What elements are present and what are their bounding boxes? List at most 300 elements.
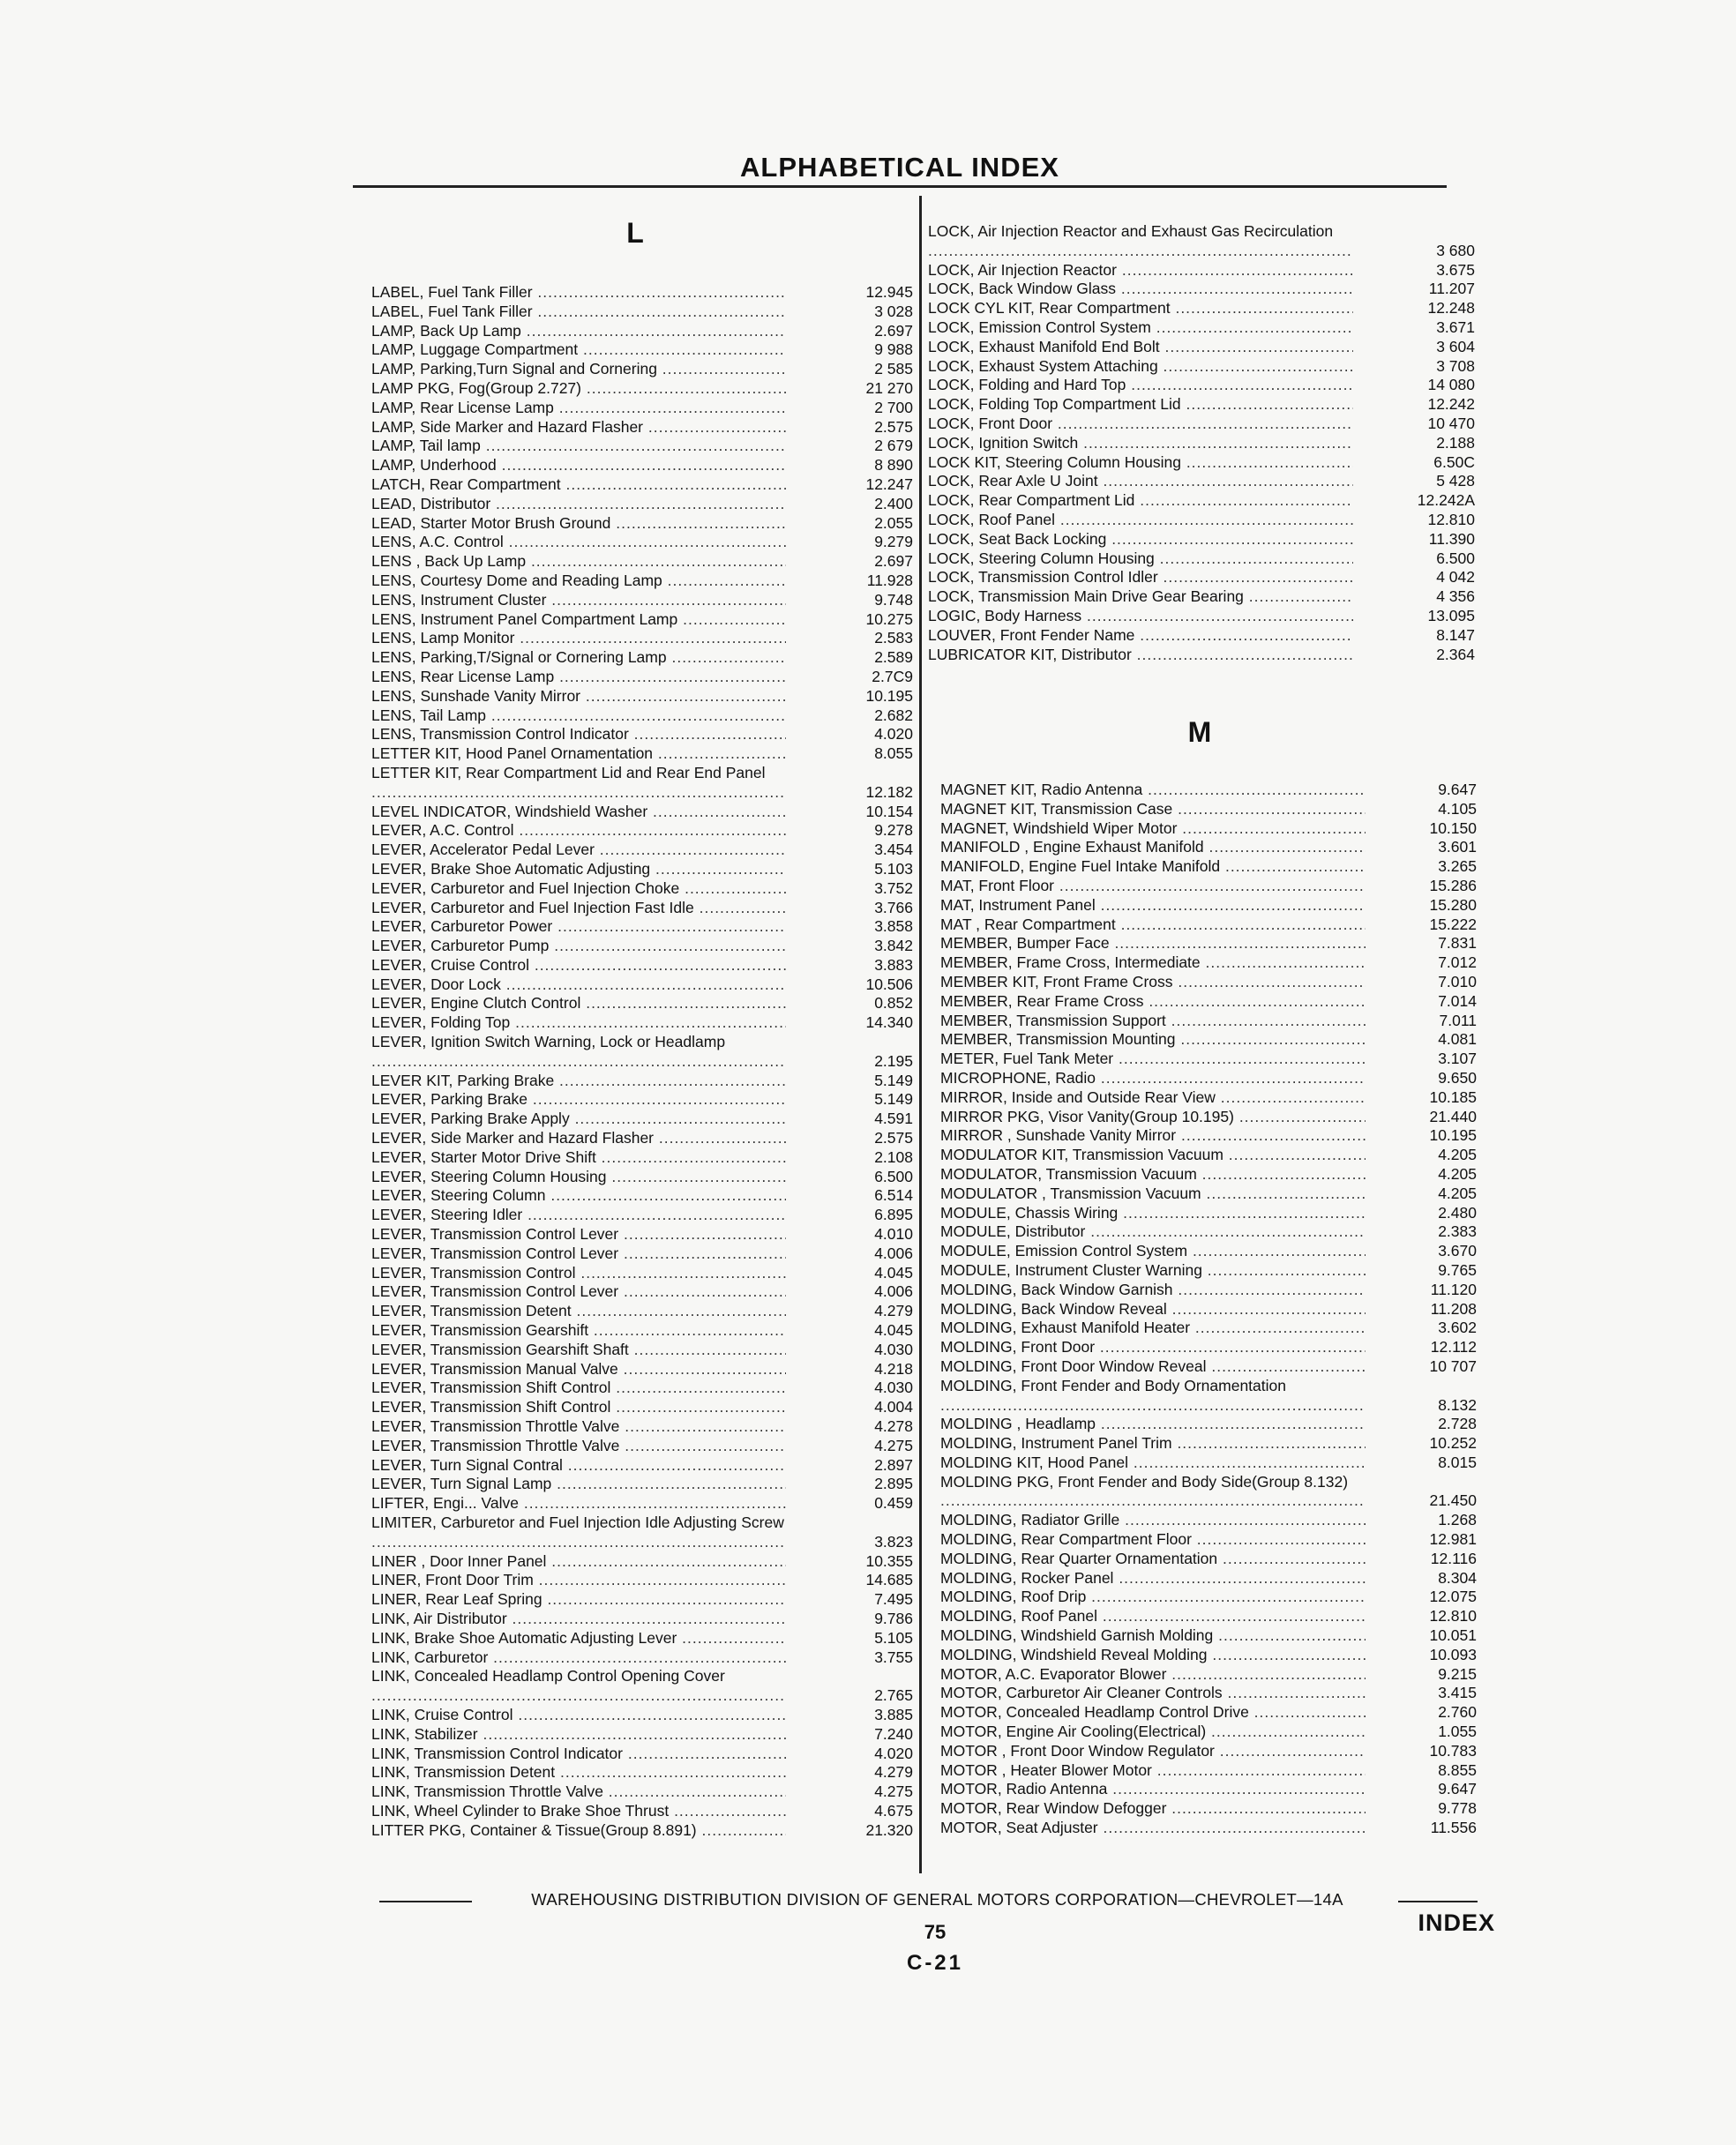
index-entry-description: LINK, Stabilizer ..... [371, 1725, 786, 1745]
index-entry-description: LENS, A.C. Control ..... [371, 533, 786, 552]
index-entry-description: LEVER KIT, Parking Brake ..... [371, 1072, 786, 1091]
index-entry [371, 283, 913, 303]
index-entry-description: LEVER, Brake Shoe Automatic Adjusting ..... [371, 860, 786, 879]
index-entry-description: LINK, Concealed Headlamp Control Opening Cover ..... [371, 1667, 786, 1706]
index-entry-group-number: 3.883 [869, 956, 913, 975]
index-entry-description: LETTER KIT, Hood Panel Ornamentation ..... [371, 744, 786, 764]
index-entry [371, 1590, 913, 1610]
index-entry [940, 1185, 1477, 1204]
index-entry-group-number: 6.50C [1428, 453, 1475, 473]
index-entry-description: LETTER KIT, Rear Compartment Lid and Rear End Panel ..... [371, 764, 786, 803]
index-entry-group-number: 3.107 [1433, 1050, 1477, 1069]
index-entry-group-number: 4.675 [869, 1802, 913, 1821]
index-entry-group-number: 2.583 [869, 629, 913, 648]
index-entry [371, 706, 913, 726]
index-entry-description: LAMP, Side Marker and Hazard Flasher ..... [371, 418, 786, 437]
index-entry [371, 610, 913, 630]
index-entry-group-number: 11.928 [862, 572, 913, 591]
index-entry [940, 877, 1477, 896]
index-entry-description: LAMP, Back Up Lamp ..... [371, 322, 786, 341]
index-entry-description: LENS, Rear License Lamp ..... [371, 668, 786, 687]
index-entry [940, 1607, 1477, 1626]
index-entry [928, 357, 1475, 377]
index-entry-group-number: 3 680 [1431, 242, 1475, 261]
index-entry-group-number: 13.095 [1422, 607, 1475, 626]
index-entry [940, 916, 1477, 935]
index-entry-group-number: 9.647 [1433, 781, 1477, 800]
index-entry-description: MODULE, Emission Control System ..... [940, 1242, 1366, 1261]
index-entry-description: LOCK CYL KIT, Rear Compartment ..... [928, 299, 1353, 318]
index-entry-group-number: 2.682 [869, 706, 913, 726]
index-entry-group-number: 7.011 [1434, 1012, 1478, 1031]
index-entry-description: LEVER, A.C. Control ..... [371, 821, 786, 841]
index-entry-group-number: 4.275 [869, 1437, 913, 1456]
index-entry [940, 1088, 1477, 1108]
index-entry-group-number: 12.248 [1422, 299, 1475, 318]
index-entry-description: LEVER, Engine Clutch Control ..... [371, 994, 786, 1013]
index-entry-description: LEVER, Folding Top ..... [371, 1013, 786, 1033]
index-entry-description: LEVER, Steering Idler ..... [371, 1206, 786, 1225]
index-entry-group-number: 2.765 [869, 1686, 913, 1706]
index-entry [371, 340, 913, 360]
index-entry-description: LEVER, Cruise Control ..... [371, 956, 786, 975]
index-entry-description: LOCK, Front Door ..... [928, 415, 1353, 434]
index-entry-group-number: 2.760 [1433, 1703, 1477, 1723]
index-entry-description: MAT , Rear Compartment ..... [940, 916, 1366, 935]
index-entry-description: LOCK, Transmission Main Drive Gear Bearing ..... [928, 587, 1353, 607]
index-entry-description: LOCK, Air Injection Reactor and Exhaust Gas Recirculation ..... [928, 222, 1353, 261]
index-entry-description: LENS , Back Up Lamp ..... [371, 552, 786, 572]
index-entry-group-number: 4.279 [869, 1302, 913, 1321]
index-entry [371, 1437, 913, 1456]
index-entry-group-number: 3.752 [869, 879, 913, 899]
index-entry [371, 1206, 913, 1225]
index-entry-description: MOLDING, Front Door ..... [940, 1338, 1366, 1357]
index-entry [940, 1434, 1477, 1454]
index-entry-group-number: 2.400 [869, 495, 913, 514]
index-entry-description: LINER, Front Door Trim ..... [371, 1571, 786, 1590]
index-entry [371, 803, 913, 822]
index-entry [928, 549, 1475, 569]
index-entry [940, 934, 1477, 953]
index-entry-group-number: 2.589 [869, 648, 913, 668]
index-entry-description: LEVER, Transmission Gearshift ..... [371, 1321, 786, 1341]
index-entry-group-number: 7.831 [1433, 934, 1477, 953]
index-entry-group-number: 5 428 [1431, 472, 1475, 491]
index-entry-group-number: 9.279 [869, 533, 913, 552]
index-entry-group-number: 5.149 [869, 1090, 913, 1110]
index-entry-description: LOCK, Roof Panel ..... [928, 511, 1353, 530]
index-entry-description: METER, Fuel Tank Meter ..... [940, 1050, 1366, 1069]
index-entry-group-number: 2.728 [1433, 1415, 1477, 1434]
index-entry-description: MEMBER, Bumper Face ..... [940, 934, 1366, 953]
index-entry [940, 1300, 1477, 1319]
index-entry [940, 1126, 1477, 1146]
index-entry-group-number: 3 708 [1431, 357, 1475, 377]
index-entry-group-number: 2.895 [869, 1475, 913, 1494]
index-entry-description: LOCK, Emission Control System ..... [928, 318, 1353, 338]
index-entry-description: LINK, Wheel Cylinder to Brake Shoe Thrust ..... [371, 1802, 786, 1821]
index-entry [940, 1473, 1477, 1512]
index-entry-group-number: 12.247 [860, 475, 913, 495]
index-entry-description: MOTOR, Engine Air Cooling(Electrical) ..... [940, 1723, 1366, 1742]
index-entry-description: MOLDING, Exhaust Manifold Heater ..... [940, 1319, 1366, 1338]
index-entry [940, 1550, 1477, 1569]
index-entry-description: LUBRICATOR KIT, Distributor ..... [928, 646, 1353, 665]
index-entry-description: MIRROR PKG, Visor Vanity(Group 10.195) ..... [940, 1108, 1366, 1127]
index-entry-group-number: 7.495 [869, 1590, 913, 1610]
index-entry [371, 456, 913, 475]
index-entry-group-number: 9.786 [869, 1610, 913, 1629]
index-entry-description: LINK, Transmission Detent ..... [371, 1763, 786, 1783]
index-entry-description: LENS, Sunshade Vanity Mirror ..... [371, 687, 786, 706]
index-entry-description: MEMBER, Rear Frame Cross ..... [940, 992, 1366, 1012]
index-entry-description: LEVER, Transmission Control Lever ..... [371, 1225, 786, 1244]
index-entry-description: MOLDING, Instrument Panel Trim ..... [940, 1434, 1366, 1454]
index-entry [371, 1552, 913, 1572]
index-entry-description: MODULATOR KIT, Transmission Vacuum ..... [940, 1146, 1366, 1165]
index-entry-description: LOCK, Back Window Glass ..... [928, 280, 1353, 299]
index-entry [371, 1033, 913, 1072]
index-entry [940, 1723, 1477, 1742]
index-entry-description: LOCK, Transmission Control Idler ..... [928, 568, 1353, 587]
index-entry [940, 1261, 1477, 1281]
index-entry-description: MOLDING, Windshield Reveal Molding ..... [940, 1646, 1366, 1665]
index-entry-description: LAMP, Tail lamp ..... [371, 437, 786, 456]
index-entry-description: LINK, Carburetor ..... [371, 1648, 786, 1668]
index-entry-group-number: 12.981 [1424, 1530, 1477, 1550]
index-entry [371, 821, 913, 841]
index-entry-description: LENS, Courtesy Dome and Reading Lamp ..... [371, 572, 786, 591]
index-entry-description: MOTOR , Heater Blower Motor ..... [940, 1761, 1366, 1781]
index-entry [928, 587, 1475, 607]
index-entry [940, 1030, 1477, 1050]
index-entry-group-number: 15.280 [1424, 896, 1477, 916]
index-entry-description: LENS, Instrument Panel Compartment Lamp ..... [371, 610, 786, 630]
index-entry-description: LENS, Parking,T/Signal or Cornering Lamp ..... [371, 648, 786, 668]
index-entry [940, 1069, 1477, 1088]
index-entry [371, 1802, 913, 1821]
index-entry-group-number: 12.810 [1422, 511, 1475, 530]
index-entry-group-number: 9.748 [869, 591, 913, 610]
index-entry-group-number: 8.855 [1433, 1761, 1477, 1781]
index-entry-group-number: 7.010 [1433, 973, 1477, 992]
index-entry-group-number: 3.766 [869, 899, 913, 918]
index-entry-group-number: 4.045 [869, 1264, 913, 1283]
index-entry [371, 303, 913, 322]
index-entry-group-number: 14 080 [1422, 376, 1475, 395]
index-entry [940, 1819, 1477, 1838]
index-entry-group-number: 3.755 [869, 1648, 913, 1668]
index-entry [940, 1569, 1477, 1588]
index-entry-group-number: 4 356 [1431, 587, 1475, 607]
index-entry-group-number: 2.055 [869, 514, 913, 534]
index-entry-description: LAMP, Parking,Turn Signal and Cornering ..... [371, 360, 786, 379]
index-entry [928, 299, 1475, 318]
index-entry-description: LATCH, Rear Compartment ..... [371, 475, 786, 495]
index-entry-description: LOCK, Rear Axle U Joint ..... [928, 472, 1353, 491]
index-entry-description: MOTOR, Rear Window Defogger ..... [940, 1799, 1366, 1819]
index-entry [371, 437, 913, 456]
index-entry [928, 607, 1475, 626]
index-entry [371, 744, 913, 764]
index-entry-group-number: 4.030 [869, 1379, 913, 1398]
index-entry [371, 1302, 913, 1321]
index-entry-group-number: 12.242A [1412, 491, 1475, 511]
index-entry-description: MANIFOLD, Engine Fuel Intake Manifold ..... [940, 857, 1366, 877]
index-entry-description: LEVER, Starter Motor Drive Shift ..... [371, 1148, 786, 1168]
index-entry-group-number: 4.010 [869, 1225, 913, 1244]
index-entry-description: MICROPHONE, Radio ..... [940, 1069, 1366, 1088]
index-entry-description: LEAD, Starter Motor Brush Ground ..... [371, 514, 786, 534]
index-entry-description: MEMBER, Transmission Support ..... [940, 1012, 1366, 1031]
index-entry [940, 1204, 1477, 1223]
index-entry-group-number: 9 988 [869, 340, 913, 360]
index-entry-group-number: 2.897 [869, 1456, 913, 1476]
index-entry-group-number: 2.480 [1433, 1204, 1477, 1223]
index-entry [371, 1725, 913, 1745]
index-entry-description: LINK, Cruise Control ..... [371, 1706, 786, 1725]
index-entry-description: LEVER, Carburetor and Fuel Injection Fast Idle ..... [371, 899, 786, 918]
index-entry [371, 1610, 913, 1629]
index-entry-description: MEMBER KIT, Front Frame Cross ..... [940, 973, 1366, 992]
index-entry-group-number: 3.670 [1433, 1242, 1477, 1261]
index-entry-group-number: 8.055 [869, 744, 913, 764]
index-entry-description: LEVER, Steering Column Housing ..... [371, 1168, 786, 1187]
index-entry [371, 937, 913, 956]
index-entry-group-number: 10.093 [1424, 1646, 1477, 1665]
index-entry-group-number: 1.268 [1433, 1511, 1477, 1530]
index-entry-description: LEVER, Transmission Control ..... [371, 1264, 786, 1283]
index-entry [371, 994, 913, 1013]
index-entry-group-number: 2.697 [869, 552, 913, 572]
index-entry-description: LAMP, Rear License Lamp ..... [371, 399, 786, 418]
index-entry-group-number: 4.278 [869, 1417, 913, 1437]
index-entry-group-number: 21.450 [1424, 1491, 1477, 1511]
index-entry-description: MOLDING, Windshield Garnish Molding ..... [940, 1626, 1366, 1646]
index-entry-group-number: 12.116 [1425, 1550, 1477, 1569]
index-entry [940, 1626, 1477, 1646]
index-entry [940, 1108, 1477, 1127]
index-entry-group-number: 5.149 [869, 1072, 913, 1091]
index-entry [371, 1706, 913, 1725]
index-entry-group-number: 2.108 [869, 1148, 913, 1168]
index-entry [371, 725, 913, 744]
index-entry-description: MODULE, Distributor ..... [940, 1222, 1366, 1242]
index-entry-group-number: 10 470 [1422, 415, 1475, 434]
index-entry-group-number: 6.500 [869, 1168, 913, 1187]
index-entry-description: LEVER, Steering Column ..... [371, 1186, 786, 1206]
index-entry-group-number: 7.240 [869, 1725, 913, 1745]
index-entry [940, 1281, 1477, 1300]
index-entry-group-number: 9.765 [1433, 1261, 1477, 1281]
index-entry-group-number: 10.252 [1424, 1434, 1477, 1454]
index-entry [371, 1110, 913, 1129]
index-entry [371, 764, 913, 803]
index-label: INDEX [1418, 1910, 1495, 1936]
index-entry [371, 917, 913, 937]
index-entry-group-number: 3.823 [869, 1533, 913, 1552]
index-entry-description: LENS, Transmission Control Indicator ..... [371, 725, 786, 744]
index-entry-description: LEVEL INDICATOR, Windshield Washer ..... [371, 803, 786, 822]
index-entry [940, 953, 1477, 973]
index-entry [940, 1357, 1477, 1377]
index-entry-description: LOUVER, Front Fender Name ..... [928, 626, 1353, 646]
index-entry-group-number: 4.020 [869, 1745, 913, 1764]
index-entry-description: MOTOR, A.C. Evaporator Blower ..... [940, 1665, 1366, 1685]
index-entry-description: LEVER, Door Lock ..... [371, 975, 786, 995]
index-entry [928, 511, 1475, 530]
index-entry [371, 399, 913, 418]
index-entry-group-number: 9.650 [1433, 1069, 1477, 1088]
index-entry-description: LOCK, Seat Back Locking ..... [928, 530, 1353, 549]
index-entry [371, 475, 913, 495]
index-entry [371, 1398, 913, 1417]
index-entry [371, 1282, 913, 1302]
page-number: 75 [924, 1921, 947, 1943]
index-entry-group-number: 3.671 [1431, 318, 1475, 338]
index-entry [928, 376, 1475, 395]
index-entry [371, 1783, 913, 1802]
index-entry-description: MOTOR, Radio Antenna ..... [940, 1780, 1366, 1799]
index-entry [940, 857, 1477, 877]
index-entry [371, 1745, 913, 1764]
index-entry-group-number: 4.045 [869, 1321, 913, 1341]
index-entry-group-number: 8 890 [869, 456, 913, 475]
index-entry [371, 591, 913, 610]
index-entry [928, 280, 1475, 299]
index-entry [371, 1571, 913, 1590]
index-entry-group-number: 3.415 [1433, 1684, 1477, 1703]
index-entry-group-number: 10.154 [860, 803, 913, 822]
index-entry-description: MAT, Instrument Panel ..... [940, 896, 1366, 916]
index-entry-description: MOLDING, Front Door Window Reveal ..... [940, 1357, 1366, 1377]
index-entry-description: MOLDING, Front Fender and Body Ornamentation ..... [940, 1377, 1366, 1416]
index-entry-description: MEMBER, Transmission Mounting ..... [940, 1030, 1366, 1050]
index-entry-description: LOCK, Exhaust System Attaching ..... [928, 357, 1353, 377]
index-entry-group-number: 4.591 [869, 1110, 913, 1129]
index-entry [928, 453, 1475, 473]
index-entry-group-number: 4.006 [869, 1244, 913, 1264]
index-entry-description: MODULATOR , Transmission Vacuum ..... [940, 1185, 1366, 1204]
index-column-right-m [940, 781, 1477, 1838]
footer-publisher: WAREHOUSING DISTRIBUTION DIVISION OF GENERAL MOTORS CORPORATION—CHEVROLET—14A [531, 1890, 1343, 1909]
index-entry-group-number: 14.685 [860, 1571, 913, 1590]
index-entry-group-number: 0.852 [869, 994, 913, 1013]
index-entry-description: LEVER, Ignition Switch Warning, Lock or Headlamp ..... [371, 1033, 786, 1072]
index-entry-group-number: 3.885 [869, 1706, 913, 1725]
index-entry [371, 1475, 913, 1494]
index-entry [940, 1454, 1477, 1473]
index-entry-group-number: 10.185 [1424, 1088, 1477, 1108]
index-entry-description: MOLDING, Back Window Reveal ..... [940, 1300, 1366, 1319]
index-entry [928, 318, 1475, 338]
index-entry [940, 838, 1477, 857]
index-entry [940, 1319, 1477, 1338]
index-entry-group-number: 2.383 [1433, 1222, 1477, 1242]
index-entry-group-number: 11.120 [1425, 1281, 1477, 1300]
index-entry-description: LOCK, Rear Compartment Lid ..... [928, 491, 1353, 511]
index-entry [371, 360, 913, 379]
index-entry-description: LIMITER, Carburetor and Fuel Injection Idle Adjusting Screw ..... [371, 1513, 786, 1552]
index-entry-description: LEVER, Carburetor Power ..... [371, 917, 786, 937]
index-entry [371, 1341, 913, 1360]
index-entry-description: LAMP, Luggage Compartment ..... [371, 340, 786, 360]
index-entry [940, 992, 1477, 1012]
index-entry [371, 379, 913, 399]
index-entry-group-number: 7.012 [1433, 953, 1477, 973]
index-entry [371, 1321, 913, 1341]
index-entry-description: MOLDING, Back Window Garnish ..... [940, 1281, 1366, 1300]
index-entry [940, 1742, 1477, 1761]
index-entry-group-number: 9.778 [1433, 1799, 1477, 1819]
index-entry [928, 261, 1475, 280]
index-entry-group-number: 2.195 [869, 1052, 913, 1072]
index-entry [371, 552, 913, 572]
index-entry [928, 646, 1475, 665]
index-entry-group-number: 3.265 [1433, 857, 1477, 877]
footer-rule-left [379, 1901, 472, 1902]
index-entry-group-number: 10.195 [860, 687, 913, 706]
index-entry [371, 956, 913, 975]
index-entry-description: LEVER, Transmission Throttle Valve ..... [371, 1417, 786, 1437]
index-entry-description: LOCK, Exhaust Manifold End Bolt ..... [928, 338, 1353, 357]
index-entry-group-number: 4 042 [1431, 568, 1475, 587]
index-entry [371, 1417, 913, 1437]
index-entry [928, 415, 1475, 434]
index-entry-description: MOLDING, Roof Panel ..... [940, 1607, 1366, 1626]
index-entry-group-number: 6.500 [1431, 549, 1475, 569]
index-entry-description: LOCK, Air Injection Reactor ..... [928, 261, 1353, 280]
index-entry-description: LOGIC, Body Harness ..... [928, 607, 1353, 626]
index-entry-group-number: 10.783 [1424, 1742, 1477, 1761]
index-entry-group-number: 4.004 [869, 1398, 913, 1417]
index-entry [928, 338, 1475, 357]
index-entry-description: MOTOR, Carburetor Air Cleaner Controls ..... [940, 1684, 1366, 1703]
index-entry-group-number: 4.275 [869, 1783, 913, 1802]
index-entry-group-number: 14.340 [860, 1013, 913, 1033]
section-letter-l: L [626, 217, 644, 249]
index-entry [940, 1703, 1477, 1723]
index-entry [940, 1684, 1477, 1703]
index-entry-description: MANIFOLD , Engine Exhaust Manifold ..... [940, 838, 1366, 857]
index-entry-description: MOLDING, Rear Compartment Floor ..... [940, 1530, 1366, 1550]
index-entry-description: LENS, Tail Lamp ..... [371, 706, 786, 726]
index-entry [940, 1222, 1477, 1242]
index-entry [371, 1494, 913, 1513]
index-entry-description: LEVER, Transmission Manual Valve ..... [371, 1360, 786, 1379]
index-entry-group-number: 9.278 [869, 821, 913, 841]
index-entry-description: LINK, Air Distributor ..... [371, 1610, 786, 1629]
index-entry-description: LINK, Transmission Throttle Valve ..... [371, 1783, 786, 1802]
index-entry-group-number: 12.075 [1424, 1588, 1477, 1607]
index-entry-group-number: 10 707 [1424, 1357, 1477, 1377]
index-entry-description: LINER, Rear Leaf Spring ..... [371, 1590, 786, 1610]
index-entry-description: MODULATOR, Transmission Vacuum ..... [940, 1165, 1366, 1185]
index-entry-group-number: 2.364 [1431, 646, 1475, 665]
index-entry-description: MEMBER, Frame Cross, Intermediate ..... [940, 953, 1366, 973]
index-entry-group-number: 10.275 [860, 610, 913, 630]
index-entry-description: LINK, Transmission Control Indicator ..... [371, 1745, 786, 1764]
index-entry-group-number: 11.208 [1425, 1300, 1477, 1319]
index-entry-description: MIRROR, Inside and Outside Rear View ..... [940, 1088, 1366, 1108]
index-entry-group-number: 4.020 [869, 725, 913, 744]
index-entry-group-number: 15.286 [1424, 877, 1477, 896]
index-entry-group-number: 4.105 [1433, 800, 1477, 819]
index-entry-description: MAGNET KIT, Transmission Case ..... [940, 800, 1366, 819]
index-entry-group-number: 12.945 [860, 283, 913, 303]
index-entry [371, 1186, 913, 1206]
